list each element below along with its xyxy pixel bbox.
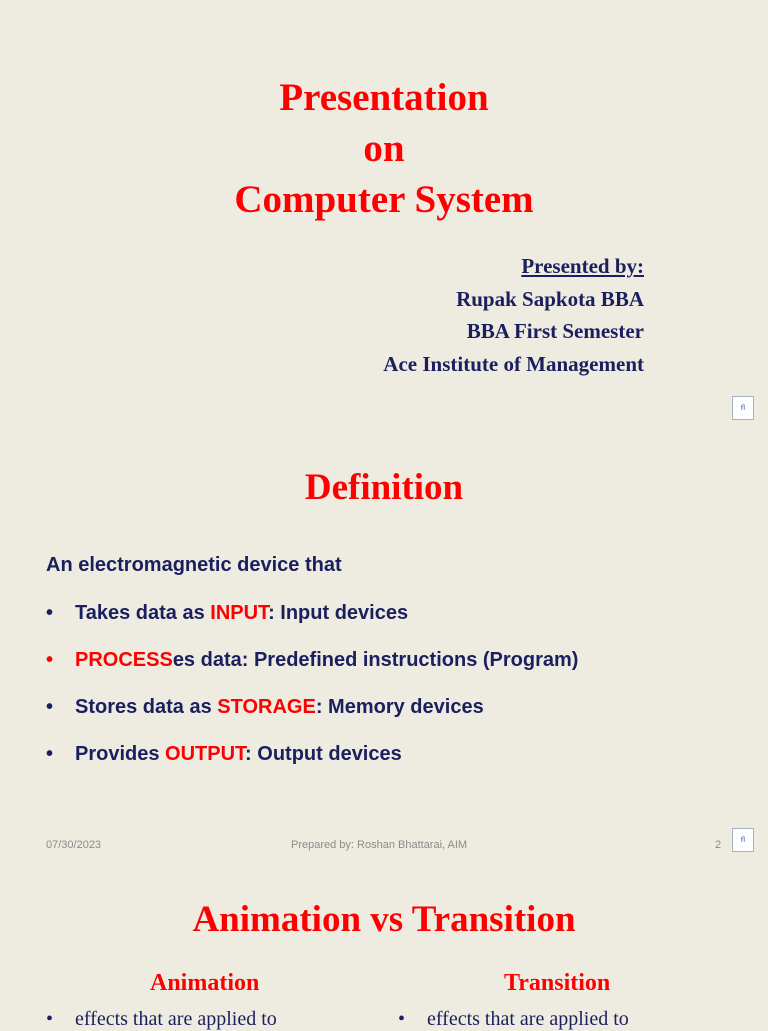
author-line-2: BBA First Semester [466,319,644,343]
keyword-output: OUTPUT [165,743,246,765]
slide-title-definition: Definition [304,467,464,508]
author-line-1: Rupak Sapkota BBA [456,286,644,311]
transition-heading: Transition [504,970,611,996]
slide-animation-vs-transition [0,864,768,1030]
title-line-1: Presentation [279,76,489,119]
bullet-dot: • [46,602,54,624]
footer-date: 07/30/2023 [46,839,102,851]
title-line-2: on [363,127,405,170]
bullet-storage: • Stores data as STORAGE: Memory devices [46,696,484,718]
slide-title-animation-vs-transition: Animation vs Transition [192,899,576,940]
bullet-output: • Provides OUTPUT: Output devices [46,743,402,765]
page-link-icon[interactable]: fl [732,828,754,852]
presented-by-label: Presented by: [521,254,644,278]
keyword-storage: STORAGE [217,696,316,718]
animation-heading: Animation [150,970,260,996]
animation-bullet: • effects that are applied to [46,1008,277,1030]
slide-definition [0,432,768,864]
bullet-dot: • [398,1008,406,1030]
presenter-block [383,250,644,380]
bullet-dot: • [46,1008,54,1030]
bullet-dot: • [46,696,54,718]
bullet-input: • Takes data as INPUT: Input devices [46,602,409,624]
footer-page-number: 2 [715,839,722,851]
author-line-3: Ace Institute of Management [383,351,644,376]
keyword-process: PROCESS [75,649,173,671]
bullet-process: • PROCESSes data: Predefined instructions (Program) [46,649,579,671]
title-line-3: Computer System [234,178,534,221]
footer-author: Prepared by: Roshan Bhattarai, AIM [291,839,468,851]
definition-lead: An electromagnetic device that [46,554,342,576]
page-link-icon[interactable]: fl [732,396,754,420]
bullet-dot: • [46,649,54,671]
transition-bullet: • effects that are applied to [398,1008,629,1030]
slide-title [0,0,768,432]
keyword-input: INPUT [210,602,269,624]
bullet-dot: • [46,743,54,765]
